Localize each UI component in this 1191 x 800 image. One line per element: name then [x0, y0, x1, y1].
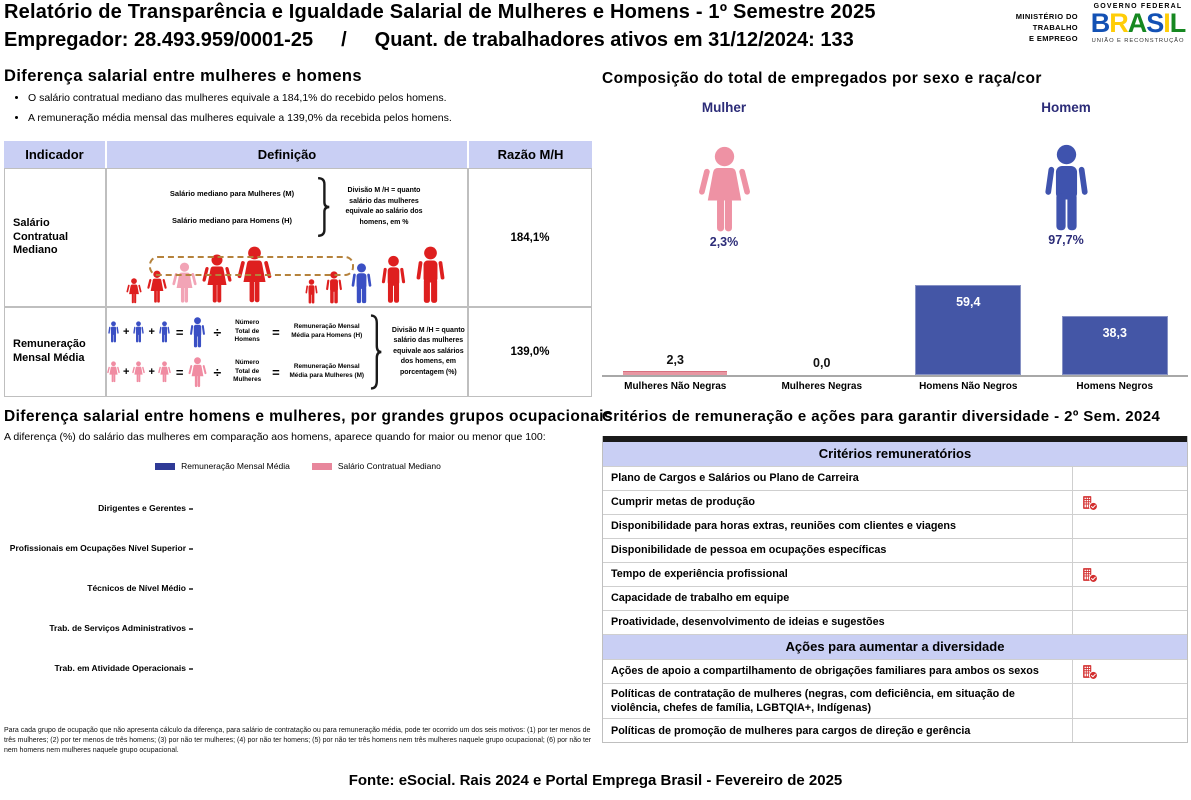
criterion-label: Proatividade, desenvolvimento de ideias e sugestões — [611, 616, 885, 629]
female-icon — [132, 361, 145, 383]
company-check-icon — [1081, 566, 1098, 583]
label-median-men: Salário mediano para Homens (H) — [171, 216, 293, 225]
criteria-table — [602, 436, 1188, 743]
axis-tick — [189, 508, 193, 510]
plus-icon: + — [148, 366, 155, 378]
women-count-label: Número Total de Mulheres — [233, 359, 262, 384]
indicator-remuneracao-media: Remuneração Mensal Média — [4, 307, 106, 397]
criterion-label: Tempo de experiência profissional — [611, 568, 788, 581]
criterion-label: Políticas de promoção de mulheres para cargos de direção e gerência — [611, 724, 971, 737]
source-footer: Fonte: eSocial. Rais 2024 e Portal Emprega Brasil - Fevereiro de 2025 — [348, 772, 843, 789]
bar-slot — [602, 286, 749, 375]
formula-women — [107, 357, 369, 388]
employer-id: Empregador: 28.493.959/0001-25 — [4, 29, 314, 51]
table-row — [603, 562, 1187, 586]
female-percentage: 2,3% — [709, 235, 739, 249]
report-subtitle — [4, 29, 854, 52]
criterion-check-cell — [1072, 587, 1187, 610]
criterion-check-cell — [1072, 660, 1187, 683]
composition-category-labels — [602, 381, 1188, 392]
bar-slot — [895, 286, 1042, 375]
women-result-label: Remuneração Mensal Média para Mulheres (M) — [289, 363, 365, 379]
salary-gap-title: Diferença salarial entre mulheres e homens — [4, 67, 362, 85]
composition-bar-chart — [602, 286, 1188, 375]
median-link-box — [149, 256, 354, 276]
category-label: Mulheres Não Negras — [624, 381, 727, 392]
explanation-average: Divisão M /H = quanto salário das mulheres equivale aos salários dos homens, em porcentagem (%) — [391, 326, 465, 376]
bar-value-label: 38,3 — [1102, 326, 1127, 340]
divide-icon: ÷ — [213, 364, 222, 380]
legend-label: Remuneração Mensal Média — [181, 461, 290, 471]
equals-icon: = — [175, 364, 184, 380]
definition-salario-contratual — [106, 168, 468, 307]
separator: / — [341, 29, 347, 51]
ratio-remuneracao-media: 139,0% — [468, 307, 592, 397]
occupational-subtitle: A diferença (%) do salário das mulheres em comparação aos homens, aparece quando for maior ou menor que 100: — [4, 431, 546, 443]
label-median-women: Salário mediano para Mulheres (M) — [169, 189, 295, 198]
ratio-salario-contratual: 184,1% — [468, 168, 592, 307]
male-icon — [413, 246, 448, 304]
criterion-label: Disponibilidade de pessoa em ocupações específicas — [611, 544, 887, 557]
category-label: Homens Negros — [1076, 381, 1154, 392]
bar-value-label: 0,0 — [813, 356, 831, 370]
occ-category-label: Dirigentes e Gerentes — [98, 503, 186, 513]
equals-icon: = — [272, 364, 280, 380]
axis-tick — [189, 628, 193, 630]
legend-label: Salário Contratual Mediano — [337, 461, 441, 471]
ministry-line2: TRABALHO — [1032, 22, 1078, 32]
table-row — [603, 718, 1187, 742]
table-row — [603, 466, 1187, 490]
axis-tick — [189, 668, 193, 670]
bullet-average-salary: • A remuneração média mensal das mulheres equivale a 139,0% da recebida pelos homens. — [28, 112, 452, 124]
formula-men — [107, 317, 369, 348]
table-row — [603, 659, 1187, 683]
plus-icon: + — [123, 326, 130, 338]
criteria-section-header: Critérios remuneratórios — [603, 442, 1187, 466]
bar-slot — [1042, 286, 1189, 375]
male-figure-icon — [1040, 144, 1093, 232]
criterion-label: Disponibilidade para horas extras, reuniões com clientes e viagens — [611, 520, 957, 533]
median-pictogram-row — [107, 246, 467, 304]
male-percentage: 97,7% — [1048, 233, 1084, 247]
report-title: Relatório de Transparência e Igualdade Salarial de Mulheres e Homens - 1º Semestre 2025 — [4, 1, 876, 23]
gov-federal-label: GOVERNO FEDERAL — [1093, 3, 1183, 10]
female-icon — [158, 361, 171, 383]
male-icon — [188, 317, 207, 348]
criterion-check-cell — [1072, 515, 1187, 538]
composition-title: Composição do total de empregados por sexo e raça/cor — [602, 70, 1042, 87]
ministry-line3: E EMPREGO — [1028, 33, 1078, 43]
female-figure-icon — [698, 146, 751, 234]
legend-swatch-pink — [312, 463, 332, 470]
table-row — [603, 490, 1187, 514]
criterion-check-cell — [1072, 719, 1187, 742]
table-row — [603, 610, 1187, 634]
axis-tick — [189, 548, 193, 550]
company-check-icon — [1081, 494, 1098, 511]
occ-category-label: Trab. em Atividade Operacionais — [54, 663, 186, 673]
men-result-label: Remuneração Mensal Média para Homens (H) — [291, 323, 363, 339]
female-icon — [107, 361, 120, 383]
criterion-label: Políticas de contratação de mulheres (negras, com deficiência, em situação de violência, chefes de família, LGBTQIA+, Indígenas) — [611, 688, 1015, 715]
occ-category-label: Técnicos de Nível Médio — [87, 583, 186, 593]
criterion-check-cell — [1072, 539, 1187, 562]
ministry-line1: MINISTÉRIO DO — [1015, 12, 1078, 21]
table-row — [603, 514, 1187, 538]
brasil-wordmark: BRASIL — [1090, 8, 1186, 38]
col-header-razao: Razão M/H — [469, 141, 592, 168]
female-icon — [188, 357, 207, 388]
col-header-definicao: Definição — [107, 141, 467, 168]
category-label: Homens Não Negros — [919, 381, 1018, 392]
criterion-check-cell — [1072, 467, 1187, 490]
criterion-label: Plano de Cargos e Salários ou Plano de Carreira — [611, 472, 859, 485]
equals-icon: = — [175, 324, 184, 340]
category-label: Mulheres Negras — [781, 381, 863, 392]
occupational-footnote: Para cada grupo de ocupação que não apresenta cálculo da diferença, para salário de contratação ou para remuneração média, pode ter ocorrido um dos seis motivos: (1) por ter menos de três mulheres; (2) por ter menos de três homens; (3) por não ter mulheres; (4) por não ter homens; (5) por não ter três homens nem três mulheres naquele grupo ocupacional; (6) por não ter nem homens nem mulheres naquele grupo ocupacional. — [4, 727, 592, 755]
criterion-label: Capacidade de trabalho em equipe — [611, 592, 790, 605]
definition-remuneracao-media — [106, 307, 468, 397]
ministry-logo — [1002, 12, 1078, 45]
legend-item — [312, 461, 441, 471]
criterion-check-cell — [1072, 611, 1187, 634]
criterion-check-cell — [1072, 491, 1187, 514]
bar-value-label: 2,3 — [666, 353, 684, 367]
female-icon — [126, 278, 142, 304]
legend-swatch-navy — [155, 463, 175, 470]
indicator-table — [4, 141, 592, 397]
legend-item — [155, 461, 290, 471]
table-row — [603, 586, 1187, 610]
company-check-icon — [1081, 663, 1098, 680]
male-icon — [158, 321, 171, 343]
salary-gap-bullets — [10, 92, 452, 132]
table-row — [603, 683, 1187, 718]
female-group-label: Mulher — [701, 100, 747, 115]
criterion-check-cell — [1072, 563, 1187, 586]
indicator-salario-contratual: Salário Contratual Mediano — [4, 168, 106, 307]
explanation-median: Divisão M /H = quanto salário das mulheres equivale ao salário dos homens, em % — [345, 187, 423, 226]
occ-category-label: Trab. de Serviços Administrativos — [49, 623, 186, 633]
criteria-section-header: Ações para aumentar a diversidade — [603, 634, 1187, 659]
bar-value-label: 59,4 — [956, 295, 981, 309]
axis-tick — [189, 588, 193, 590]
brace-icon — [316, 177, 330, 237]
occupational-title: Diferença salarial entre homens e mulheres, por grandes grupos ocupacionais — [4, 408, 613, 425]
brace-icon — [369, 314, 382, 390]
male-group-label: Homem — [1041, 100, 1091, 115]
occ-category-label: Profissionais em Ocupações Nível Superior — [9, 543, 186, 553]
men-count-label: Número Total de Homens — [234, 319, 260, 344]
divide-icon: ÷ — [213, 324, 222, 340]
chart-baseline — [602, 375, 1188, 377]
occupational-legend — [4, 461, 592, 471]
criteria-title: Critérios de remuneração e ações para garantir diversidade - 2º Sem. 2024 — [602, 408, 1161, 425]
col-header-indicador: Indicador — [4, 141, 105, 168]
table-row — [603, 538, 1187, 562]
equals-icon: = — [272, 324, 280, 340]
bullet-median-salary: • O salário contratual mediano das mulheres equivale a 184,1% do recebido pelos homens. — [28, 92, 452, 104]
plus-icon: + — [123, 366, 130, 378]
criterion-check-cell — [1072, 684, 1187, 718]
male-icon — [379, 255, 408, 304]
male-icon — [304, 279, 319, 304]
active-workers: Quant. de trabalhadores ativos em 31/12/2024: 133 — [374, 29, 854, 51]
male-icon — [107, 321, 120, 343]
criterion-label: Cumprir metas de produção — [611, 496, 755, 509]
gov-slogan: UNIÃO E RECONSTRUÇÃO — [1091, 38, 1185, 44]
plus-icon: + — [148, 326, 155, 338]
male-icon — [132, 321, 145, 343]
gov-federal-logo — [1088, 3, 1188, 44]
bar-slot — [749, 286, 896, 375]
criterion-label: Ações de apoio a compartilhamento de obrigações familiares para ambos os sexos — [611, 665, 1039, 678]
